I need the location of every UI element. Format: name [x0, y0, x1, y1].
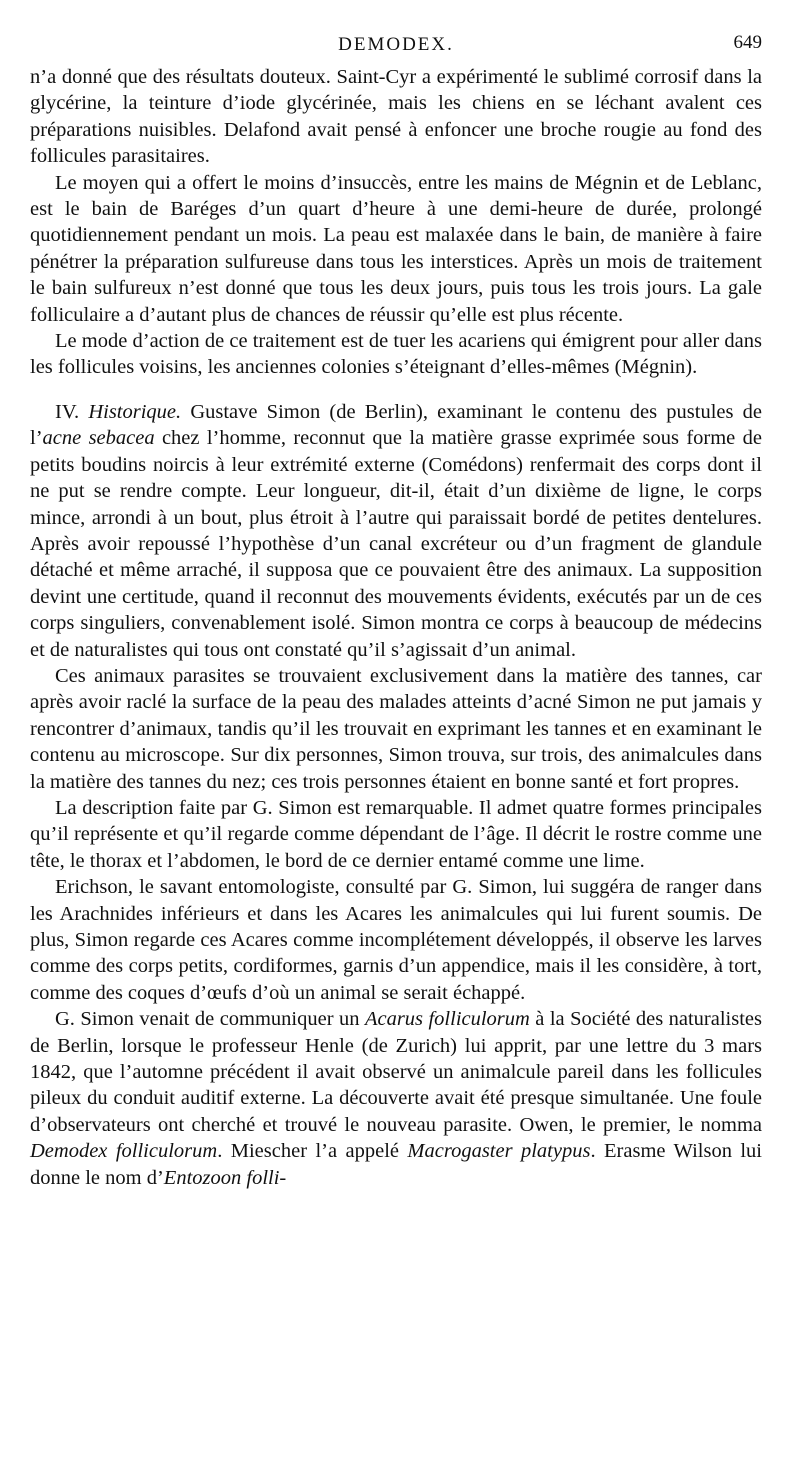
text-run: G. Simon venait de communiquer un — [55, 1008, 365, 1031]
text-run: à la Société des naturalistes de Berlin, lorsque le professeur Henle (de Zurich) lui apprit, par une lettre du 3 mars 1842, que l’automne précédent il avait observé un animalcule pareil dans les follicules pileux du conduit auditif externe. La découverte avait été presque simultanée. Une foule d’observateurs ont cherché et trouvé le nouveau parasite. Owen, le premier, le nomma — [30, 1008, 762, 1136]
italic-term: Demodex folliculorum — [30, 1140, 218, 1163]
text-run: chez l’homme, reconnut que la matière grasse exprimée sous forme de petits boudins noircis à leur extrémité externe (Comédons) renfermait des corps dont il ne put se rendre compte. Leur longueur, dit-il, était d’un dixième de ligne, le corps mince, arrondi à un bout, plus étroit à l’autre qui paraissait bordé de petites dentelures. Après avoir repoussé l’hypothèse d’un canal excréteur ou d’un fragment de glandule détaché et même arraché, il supposa que ce pouvaient être des animaux. La supposition devint une certitude, quand il reconnut des mouvements évidents, exécutés par un de ces corps singuliers, convenablement isolé. Simon montra ce corps à beaucoup de médecins et de naturalistes qui tous ont constaté qu’il s’agissait d’un animal. — [30, 427, 762, 661]
page-number: 649 — [733, 32, 762, 53]
section-number: IV. — [55, 400, 80, 423]
paragraph: La description faite par G. Simon est remarquable. Il admet quatre formes principales qu’il représente et qu’il regarde comme dépendant de l’âge. Il décrit le rostre comme une tête, le thorax et l’abdomen, le bord de ce dernier entamé comme une lime. — [30, 796, 762, 872]
section-heading: Historique. — [88, 400, 182, 423]
italic-term: acne sebacea — [42, 427, 155, 450]
paragraph: Erichson, le savant entomologiste, consulté par G. Simon, lui suggéra de ranger dans les Arachnides inférieurs et dans les Acares les animalcules qui lui furent soumis. De plus, Simon regarde ces Acares comme incomplétement développés, il observe les larves comme des corps petits, cordiformes, garnis d’un appendice, mais il les considère, à tort, comme des coques d’œufs d’où un animal se serait échappé. — [30, 876, 762, 1004]
text-run: . Miescher l’a appelé — [217, 1140, 408, 1163]
paragraph: n’a donné que des résultats douteux. Saint-Cyr a expérimenté le sublimé corrosif dans la glycérine, la teinture d’iode glycérinée, mais les chiens en se léchant avalent ces préparations nuisibles. Delafond avait pensé à enfoncer une broche rougie au fond des follicules parasitaires. — [30, 66, 762, 168]
running-title: DEMODEX. — [338, 34, 454, 55]
paragraph — [30, 1006, 762, 1191]
italic-term: Macrogaster platypus — [407, 1140, 591, 1163]
text-run: . Erasme Wilson lui donne le nom d’ — [30, 1140, 763, 1189]
italic-term: Acarus folliculorum — [364, 1008, 530, 1031]
paragraph: Le mode d’action de ce traitement est de tuer les acariens qui émigrent pour aller dans les follicules voisins, les anciennes colonies s’éteignant d’elles-mêmes (Mégnin). — [30, 330, 762, 379]
paragraph: Le moyen qui a offert le moins d’insuccès, entre les mains de Mégnin et de Leblanc, est le bain de Baréges d’un quart d’heure à une demi-heure de durée, prolongé quotidiennement pendant un mois. La peau est malaxée dans le bain, de manière à faire pénétrer la préparation sulfureuse dans tous les interstices. Après un mois de traitement le bain sulfureux n’est donné que tous les deux jours, puis tous les trois jours. La gale folliculaire a d’autant plus de chances de réussir qu’elle est plus récente. — [30, 171, 762, 326]
paragraph: Ces animaux parasites se trouvaient exclusivement dans la matière des tannes, car après avoir raclé la surface de la peau des malades atteints d’acné Simon ne put jamais y rencontrer d’animaux, tandis qu’il les trouvait en exprimant les tannes et en examinant le contenu au microscope. Sur dix personnes, Simon trouva, sur trois, des animalcules dans la matière des tannes du nez; ces trois personnes étaient en bonne santé et fort propres. — [30, 664, 762, 793]
italic-term: Entozoon folli- — [163, 1166, 287, 1189]
body-text — [30, 64, 762, 1191]
text-run: Gustave Simon (de Berlin), examinant le contenu des pustules de l’ — [30, 400, 763, 450]
section-paragraph — [30, 399, 762, 663]
page-header — [30, 32, 762, 58]
